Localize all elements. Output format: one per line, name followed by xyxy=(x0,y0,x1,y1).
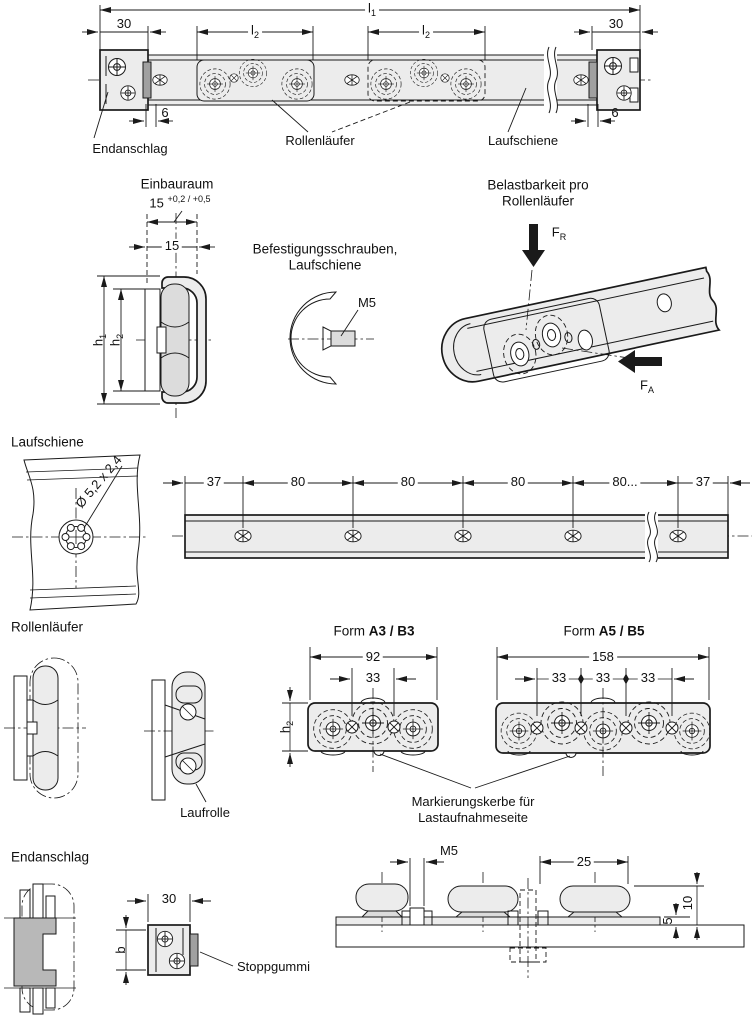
dim-33-label: 33 xyxy=(638,671,658,685)
overview-top-view xyxy=(88,47,652,113)
end-stop-left xyxy=(100,50,148,110)
belastbarkeit-title-line1: Belastbarkeit pro xyxy=(487,177,589,193)
hole-diameter-label: Ø 5,2 x 2,4 xyxy=(72,452,125,511)
belastbarkeit-view xyxy=(436,224,722,393)
endanschlag-callout: Endanschlag xyxy=(92,140,168,156)
dim-15-tol-label xyxy=(149,195,210,211)
laufschiene-section-title: Laufschiene xyxy=(11,434,84,450)
dim-sub: 1 xyxy=(97,333,108,339)
stoppgummi-callout: Stoppgummi xyxy=(237,958,310,974)
dim-sub: 2 xyxy=(284,720,295,726)
einbauraum-view xyxy=(97,211,215,418)
rollenlaeufer-section-views xyxy=(4,658,216,802)
dim-l2-label xyxy=(419,23,433,40)
stop-rubber xyxy=(190,934,198,966)
form-a5-b5-view xyxy=(475,647,710,788)
endanschlag-assembly-view xyxy=(336,856,744,978)
rollenlaeufer-section-title: Rollenläufer xyxy=(11,619,84,635)
dim-tolerance: +0,2 / +0,5 xyxy=(167,194,211,205)
endanschlag-front-view xyxy=(112,894,233,985)
notch-callout-line2: Lastaufnahmeseite xyxy=(418,809,528,825)
dim-80-label: 80 xyxy=(508,475,528,489)
dim-sub: R xyxy=(559,231,567,242)
force-fr-label xyxy=(552,225,566,242)
laufschiene-profile-detail xyxy=(12,452,148,610)
force-axial-arrow xyxy=(618,350,662,373)
notch-callout-line1: Markierungskerbe für xyxy=(411,793,535,809)
form-prefix: Form xyxy=(333,623,369,639)
dim-h2-label xyxy=(108,334,125,346)
dim-37-label: 37 xyxy=(693,475,713,489)
dim-m5-label: M5 xyxy=(357,294,377,310)
dim-158-label: 158 xyxy=(589,650,617,664)
form-a3-b3-view xyxy=(282,647,471,788)
dim-m5-label: M5 xyxy=(439,842,459,858)
dim-sub: 2 xyxy=(253,29,259,40)
belastbarkeit-title-line2: Rollenläufer xyxy=(501,193,575,209)
clip-profile xyxy=(290,292,336,384)
dim-sub: A xyxy=(647,384,654,395)
dim-25-label: 25 xyxy=(574,855,594,869)
dim-base: F xyxy=(551,224,560,240)
laufschiene-callout: Laufschiene xyxy=(487,132,559,148)
dim-80-etc-label: 80... xyxy=(609,475,640,489)
form-a5-title xyxy=(563,625,644,640)
dim-l2-label xyxy=(248,23,262,40)
dim-base: F xyxy=(640,377,648,393)
dim-base: l xyxy=(251,22,254,38)
dim-30-right-label: 30 xyxy=(608,15,624,31)
dim-10-label: 10 xyxy=(679,895,695,911)
dim-b-label: b xyxy=(112,946,128,954)
dim-base: h xyxy=(107,338,123,347)
dim-base: 15 xyxy=(149,195,164,211)
einbauraum-title: Einbauraum xyxy=(140,176,214,192)
dim-33-label: 33 xyxy=(593,671,613,685)
dim-6-right-label: 6 xyxy=(611,104,619,120)
endanschlag-section-title: Endanschlag xyxy=(11,849,90,865)
dim-base: h xyxy=(90,338,106,347)
dim-h1-label xyxy=(91,334,108,346)
dim-92-label: 92 xyxy=(363,650,383,664)
dim-base: l xyxy=(422,22,425,38)
form-prefix: Form xyxy=(563,623,599,639)
dim-30-label: 30 xyxy=(159,892,179,906)
dim-base: l xyxy=(368,0,371,16)
form-name: A5 / B5 xyxy=(598,623,645,639)
form-name: A3 / B3 xyxy=(368,623,415,639)
endanschlag-section-view xyxy=(4,884,76,1014)
rollenlaeufer-callout: Rollenläufer xyxy=(285,132,355,148)
befestigung-title-line1: Befestigungsschrauben, xyxy=(252,241,398,257)
form-a3-title xyxy=(333,625,414,640)
dim-5-label: 5 xyxy=(659,917,675,925)
laufschiene-length-view xyxy=(163,476,752,562)
befestigung-title-line2: Laufschiene xyxy=(288,257,362,273)
dim-80-label: 80 xyxy=(398,475,418,489)
dim-base: h xyxy=(277,725,293,734)
laufrolle-callout: Laufrolle xyxy=(180,804,230,820)
dim-sub: 2 xyxy=(424,29,430,40)
dim-l1-label xyxy=(365,1,379,18)
roller-carriage-solid xyxy=(197,59,314,101)
force-radial-arrow xyxy=(522,224,545,267)
dim-6-left-label: 6 xyxy=(161,104,169,120)
dim-33-label: 33 xyxy=(363,671,383,685)
dim-sub: 1 xyxy=(370,7,376,18)
dim-80-label: 80 xyxy=(288,475,308,489)
dim-15-label: 15 xyxy=(162,239,182,253)
dim-sub: 2 xyxy=(114,333,125,339)
dim-33-label: 33 xyxy=(549,671,569,685)
dim-37-label: 37 xyxy=(204,475,224,489)
dim-h2-label xyxy=(278,721,295,733)
force-fa-label xyxy=(640,378,654,395)
dim-30-left-label: 30 xyxy=(116,15,132,31)
